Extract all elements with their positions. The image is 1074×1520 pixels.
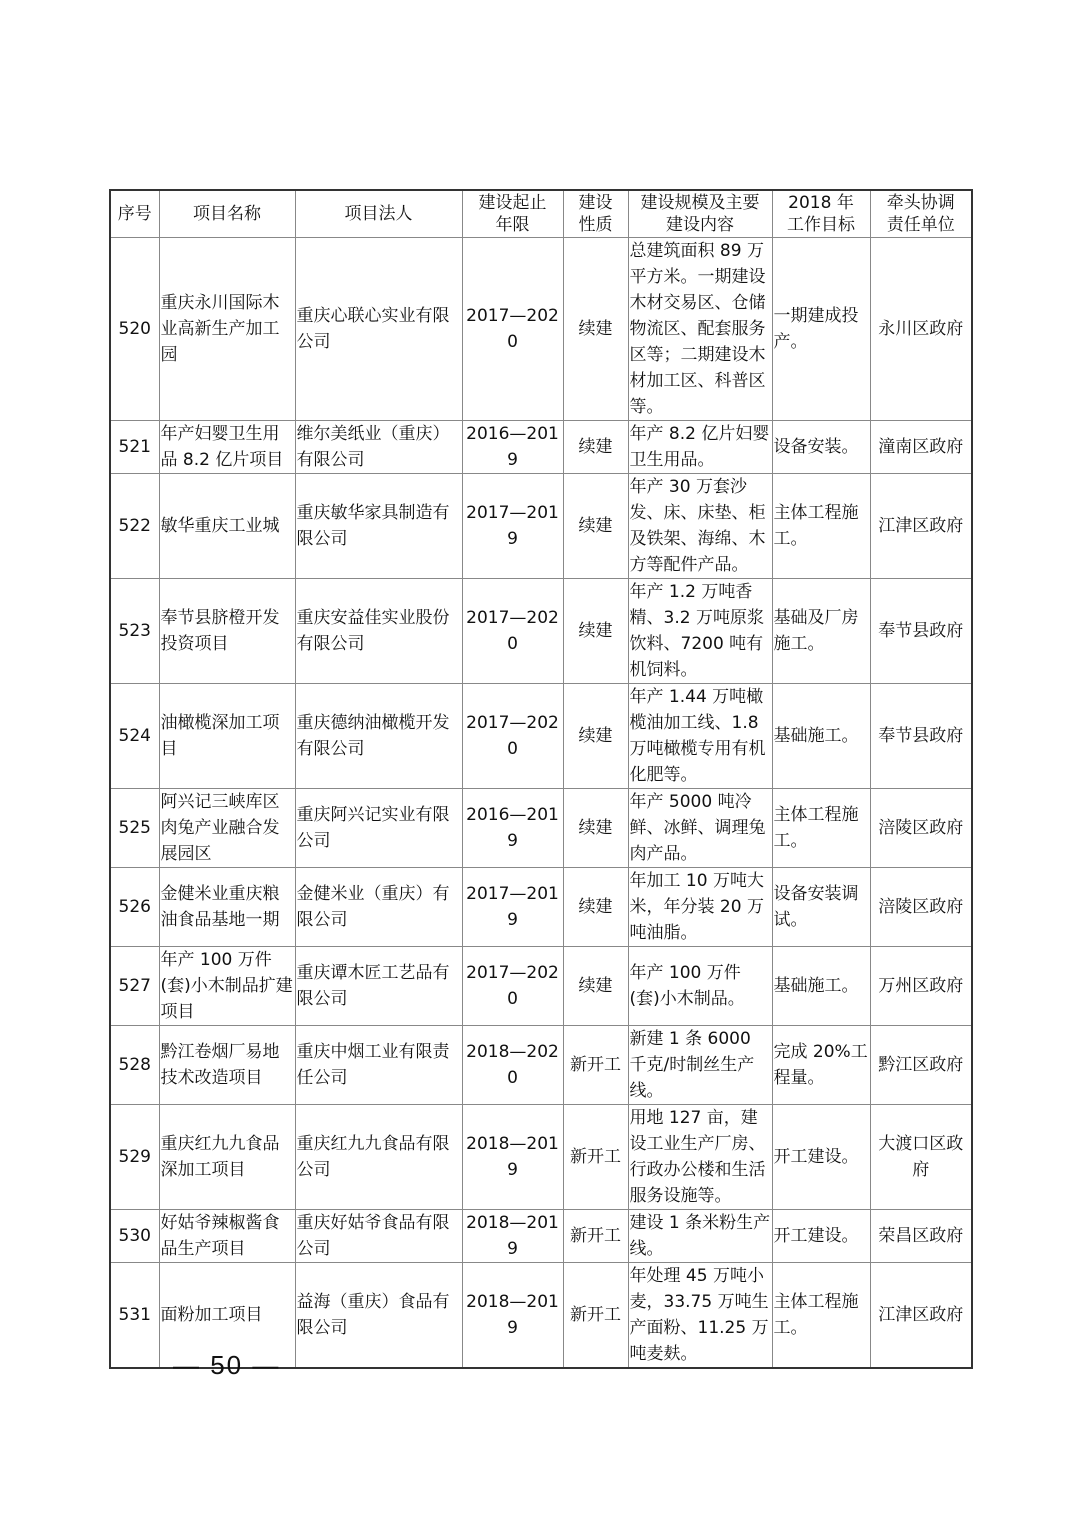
row-target: 主体工程施工。 <box>772 474 870 579</box>
table-row <box>110 789 972 868</box>
row-project-name: 年产妇婴卫生用品 8.2 亿片项目 <box>159 421 295 474</box>
row-seq: 529 <box>110 1105 159 1210</box>
table-row <box>110 684 972 789</box>
row-type: 续建 <box>563 684 628 789</box>
row-period: 2018—2020 <box>462 1026 563 1105</box>
row-seq: 521 <box>110 421 159 474</box>
row-period: 2017—2020 <box>462 238 563 421</box>
row-seq: 526 <box>110 868 159 947</box>
row-responsible-unit: 潼南区政府 <box>870 421 972 474</box>
row-type: 续建 <box>563 579 628 684</box>
header-project-name: 项目名称 <box>159 190 295 238</box>
row-period: 2017—2020 <box>462 579 563 684</box>
row-project-name: 年产 100 万件(套)小木制品扩建项目 <box>159 947 295 1026</box>
row-period: 2018—2019 <box>462 1105 563 1210</box>
row-project-owner: 重庆谭木匠工艺品有限公司 <box>295 947 462 1026</box>
row-scale: 年产 8.2 亿片妇婴卫生用品。 <box>628 421 772 474</box>
row-responsible-unit: 涪陵区政府 <box>870 789 972 868</box>
row-type: 续建 <box>563 868 628 947</box>
row-project-owner: 益海（重庆）食品有限公司 <box>295 1263 462 1369</box>
table-row <box>110 474 972 579</box>
row-target: 主体工程施工。 <box>772 1263 870 1369</box>
row-scale: 年产 1.44 万吨橄榄油加工线、1.8 万吨橄榄专用有机化肥等。 <box>628 684 772 789</box>
row-project-owner: 金健米业（重庆）有限公司 <box>295 868 462 947</box>
project-table <box>109 189 973 1369</box>
row-project-name: 油橄榄深加工项目 <box>159 684 295 789</box>
row-target: 基础施工。 <box>772 947 870 1026</box>
row-target: 一期建成投产。 <box>772 238 870 421</box>
row-period: 2016—2019 <box>462 789 563 868</box>
row-project-name: 金健米业重庆粮油食品基地一期 <box>159 868 295 947</box>
row-type: 续建 <box>563 474 628 579</box>
table-row <box>110 421 972 474</box>
row-project-owner: 重庆安益佳实业股份有限公司 <box>295 579 462 684</box>
row-type: 新开工 <box>563 1210 628 1263</box>
row-period: 2017—2019 <box>462 868 563 947</box>
row-project-name: 面粉加工项目 <box>159 1263 295 1369</box>
row-project-owner: 重庆红九九食品有限公司 <box>295 1105 462 1210</box>
row-scale: 年产 100 万件(套)小木制品。 <box>628 947 772 1026</box>
row-period: 2018—2019 <box>462 1210 563 1263</box>
row-responsible-unit: 黔江区政府 <box>870 1026 972 1105</box>
row-responsible-unit: 奉节县政府 <box>870 684 972 789</box>
row-project-name: 重庆永川国际木业高新生产加工园 <box>159 238 295 421</box>
row-period: 2017—2020 <box>462 947 563 1026</box>
row-responsible-unit: 永川区政府 <box>870 238 972 421</box>
header-target: 2018 年 工作目标 <box>772 190 870 238</box>
row-type: 续建 <box>563 947 628 1026</box>
row-responsible-unit: 奉节县政府 <box>870 579 972 684</box>
row-target: 完成 20%工程量。 <box>772 1026 870 1105</box>
row-target: 基础施工。 <box>772 684 870 789</box>
row-seq: 523 <box>110 579 159 684</box>
row-scale: 年处理 45 万吨小麦，33.75 万吨生产面粉、11.25 万吨麦麸。 <box>628 1263 772 1369</box>
row-target: 基础及厂房施工。 <box>772 579 870 684</box>
row-responsible-unit: 涪陵区政府 <box>870 868 972 947</box>
row-scale: 建设 1 条米粉生产线。 <box>628 1210 772 1263</box>
row-project-owner: 重庆德纳油橄榄开发有限公司 <box>295 684 462 789</box>
row-period: 2017—2020 <box>462 684 563 789</box>
row-type: 续建 <box>563 238 628 421</box>
table-row <box>110 1105 972 1210</box>
row-project-name: 阿兴记三峡库区肉兔产业融合发展园区 <box>159 789 295 868</box>
row-scale: 年产 5000 吨冷鲜、冰鲜、调理兔肉产品。 <box>628 789 772 868</box>
row-target: 开工建设。 <box>772 1105 870 1210</box>
row-scale: 年产 30 万套沙发、床、床垫、柜及铁架、海绵、木方等配件产品。 <box>628 474 772 579</box>
table-row <box>110 868 972 947</box>
row-project-name: 敏华重庆工业城 <box>159 474 295 579</box>
row-project-name: 黔江卷烟厂易地技术改造项目 <box>159 1026 295 1105</box>
header-period: 建设起止 年限 <box>462 190 563 238</box>
row-period: 2016—2019 <box>462 421 563 474</box>
row-type: 续建 <box>563 789 628 868</box>
row-seq: 525 <box>110 789 159 868</box>
header-responsible-unit: 牵头协调 责任单位 <box>870 190 972 238</box>
row-responsible-unit: 荣昌区政府 <box>870 1210 972 1263</box>
row-period: 2018—2019 <box>462 1263 563 1369</box>
row-responsible-unit: 万州区政府 <box>870 947 972 1026</box>
table-header-row <box>110 190 972 238</box>
table-row <box>110 1026 972 1105</box>
row-period: 2017—2019 <box>462 474 563 579</box>
page-number: — 50 — <box>173 1350 281 1380</box>
row-project-owner: 重庆敏华家具制造有限公司 <box>295 474 462 579</box>
row-target: 设备安装调试。 <box>772 868 870 947</box>
row-scale: 新建 1 条 6000 千克/时制丝生产线。 <box>628 1026 772 1105</box>
row-type: 新开工 <box>563 1263 628 1369</box>
row-type: 续建 <box>563 421 628 474</box>
row-seq: 520 <box>110 238 159 421</box>
row-type: 新开工 <box>563 1105 628 1210</box>
row-seq: 522 <box>110 474 159 579</box>
header-seq: 序号 <box>110 190 159 238</box>
row-project-owner: 维尔美纸业（重庆）有限公司 <box>295 421 462 474</box>
row-responsible-unit: 大渡口区政府 <box>870 1105 972 1210</box>
header-scale: 建设规模及主要 建设内容 <box>628 190 772 238</box>
row-type: 新开工 <box>563 1026 628 1105</box>
row-project-owner: 重庆阿兴记实业有限公司 <box>295 789 462 868</box>
row-target: 开工建设。 <box>772 1210 870 1263</box>
row-project-name: 重庆红九九食品深加工项目 <box>159 1105 295 1210</box>
row-target: 主体工程施工。 <box>772 789 870 868</box>
row-project-owner: 重庆中烟工业有限责任公司 <box>295 1026 462 1105</box>
row-seq: 531 <box>110 1263 159 1369</box>
row-scale: 年加工 10 万吨大米，年分装 20 万吨油脂。 <box>628 868 772 947</box>
table-row <box>110 947 972 1026</box>
row-seq: 527 <box>110 947 159 1026</box>
row-project-owner: 重庆好姑爷食品有限公司 <box>295 1210 462 1263</box>
row-target: 设备安装。 <box>772 421 870 474</box>
table-row <box>110 238 972 421</box>
row-scale: 年产 1.2 万吨香精、3.2 万吨原浆饮料、7200 吨有机饲料。 <box>628 579 772 684</box>
header-type: 建设 性质 <box>563 190 628 238</box>
row-project-name: 奉节县脐橙开发投资项目 <box>159 579 295 684</box>
row-scale: 总建筑面积 89 万平方米。一期建设木材交易区、仓储物流区、配套服务区等；二期建设木材加工区、科普区等。 <box>628 238 772 421</box>
row-responsible-unit: 江津区政府 <box>870 1263 972 1369</box>
row-project-name: 好姑爷辣椒酱食品生产项目 <box>159 1210 295 1263</box>
row-seq: 524 <box>110 684 159 789</box>
row-responsible-unit: 江津区政府 <box>870 474 972 579</box>
row-scale: 用地 127 亩，建设工业生产厂房、行政办公楼和生活服务设施等。 <box>628 1105 772 1210</box>
row-seq: 528 <box>110 1026 159 1105</box>
table-row <box>110 579 972 684</box>
table-row <box>110 1210 972 1263</box>
header-project-owner: 项目法人 <box>295 190 462 238</box>
row-project-owner: 重庆心联心实业有限公司 <box>295 238 462 421</box>
row-seq: 530 <box>110 1210 159 1263</box>
